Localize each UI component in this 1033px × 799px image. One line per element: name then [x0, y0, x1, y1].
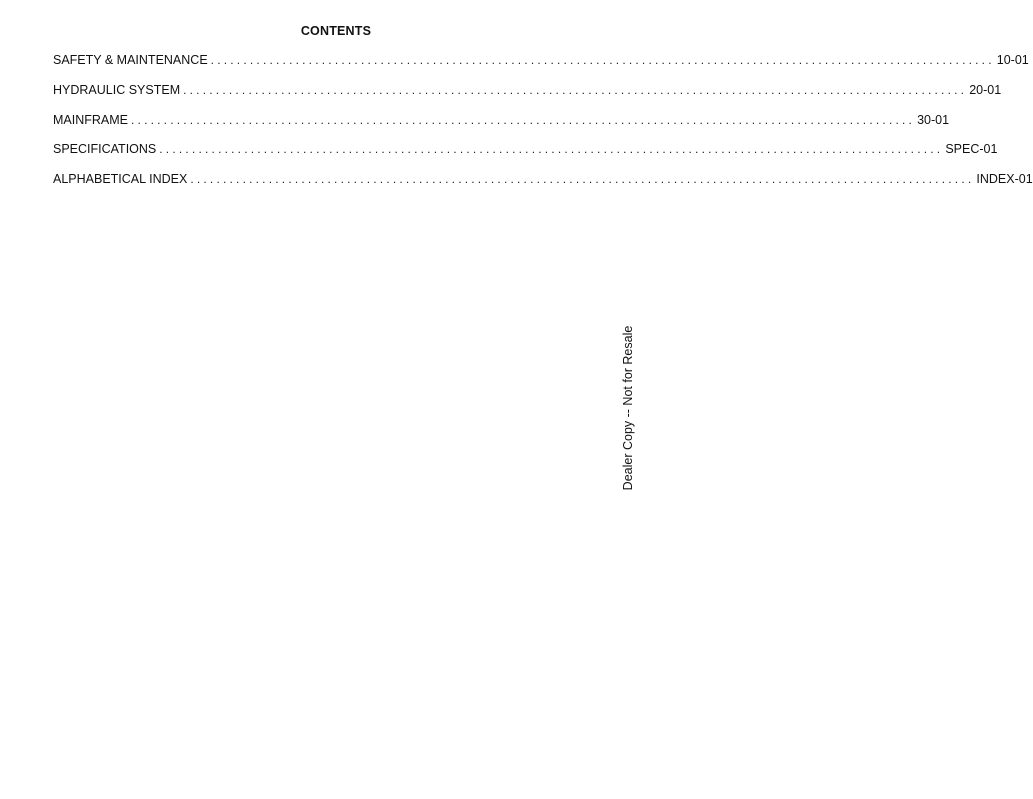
dot-leader: ........................................................................................................................	[210, 53, 995, 67]
toc-entry-specifications[interactable]	[53, 142, 998, 172]
toc-entry-label: ALPHABETICAL INDEX	[53, 172, 188, 187]
toc-entry-page: 30-01	[917, 112, 950, 127]
dealer-copy-watermark: Dealer Copy -- Not for Resale	[621, 325, 635, 491]
toc-entry-label: MAINFRAME	[53, 112, 128, 127]
toc-entry-label: HYDRAULIC SYSTEM	[53, 82, 181, 97]
toc-entry-label: SAFETY & MAINTENANCE	[53, 53, 208, 67]
toc-entry-label: SPECIFICATIONS	[53, 142, 157, 157]
toc-entry-page: 20-01	[969, 82, 1002, 97]
toc-entry-page: INDEX-01	[976, 172, 1033, 187]
dot-leader: ........................................................................................................................	[183, 82, 968, 97]
toc-entry-page: 10-01	[996, 53, 1029, 67]
dot-leader: ........................................................................................................................	[131, 112, 916, 127]
table-of-contents	[53, 53, 1033, 202]
contents-title: CONTENTS	[300, 24, 372, 38]
toc-entry-page: SPEC-01	[945, 142, 998, 157]
dot-leader: ........................................................................................................................	[159, 142, 944, 157]
dot-leader: ........................................................................................................................	[190, 172, 975, 187]
toc-entry-mainframe[interactable]	[53, 112, 950, 143]
toc-entry-hydraulic-system[interactable]	[53, 82, 1002, 113]
toc-entry-safety-maintenance[interactable]	[53, 53, 1029, 83]
toc-entry-alphabetical-index[interactable]	[53, 172, 1033, 202]
